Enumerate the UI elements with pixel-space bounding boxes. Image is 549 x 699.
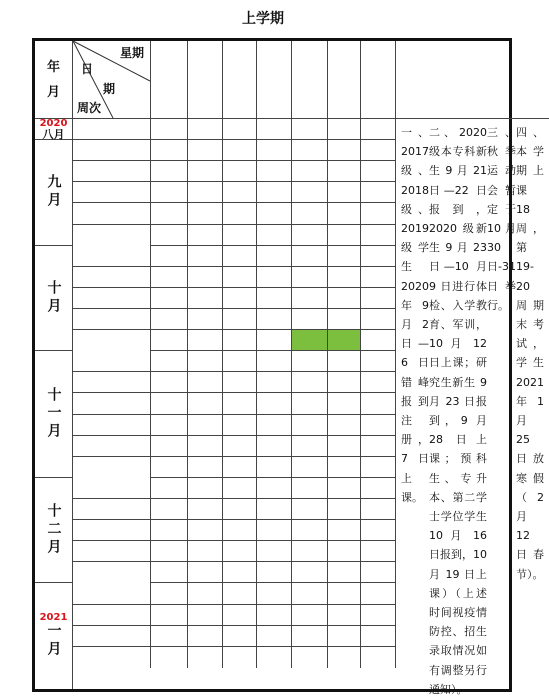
date-cell bbox=[188, 647, 223, 668]
date-cell bbox=[188, 520, 223, 541]
date-cell bbox=[257, 478, 292, 499]
header-year-month bbox=[35, 41, 73, 119]
date-cell bbox=[292, 246, 328, 267]
date-cell bbox=[292, 225, 328, 246]
week-number-cell bbox=[73, 203, 151, 224]
date-cell bbox=[361, 478, 396, 499]
date-cell bbox=[328, 161, 361, 182]
header-day-5 bbox=[292, 41, 328, 119]
date-cell bbox=[151, 309, 188, 330]
date-cell bbox=[361, 436, 396, 457]
date-cell bbox=[151, 246, 188, 267]
date-cell bbox=[292, 541, 328, 562]
date-cell bbox=[328, 415, 361, 436]
date-cell bbox=[223, 583, 257, 604]
week-number-cell bbox=[73, 393, 151, 414]
date-cell bbox=[151, 372, 188, 393]
date-cell bbox=[223, 309, 257, 330]
week-number-cell bbox=[73, 562, 151, 604]
note-item-3: 三、秋季运动会暂定于 10 月 30 日-31 日举行。 bbox=[487, 126, 517, 312]
date-cell bbox=[361, 372, 396, 393]
week-number-cell bbox=[73, 225, 151, 267]
date-cell bbox=[257, 203, 292, 224]
date-cell bbox=[223, 267, 257, 288]
date-cell bbox=[292, 119, 328, 140]
date-cell bbox=[188, 246, 223, 267]
date-cell bbox=[257, 393, 292, 414]
week-number-cell bbox=[73, 330, 151, 372]
date-cell bbox=[188, 225, 223, 246]
date-cell bbox=[151, 583, 188, 604]
date-cell bbox=[257, 119, 292, 140]
date-cell bbox=[361, 351, 396, 372]
date-cell bbox=[223, 520, 257, 541]
date-cell bbox=[257, 562, 292, 583]
week-number-cell bbox=[73, 436, 151, 457]
date-cell bbox=[292, 583, 328, 604]
date-cell bbox=[223, 415, 257, 436]
date-cell bbox=[223, 626, 257, 647]
date-cell bbox=[223, 246, 257, 267]
date-cell bbox=[257, 225, 292, 246]
header-year-month-text: 月 bbox=[46, 84, 60, 100]
date-cell bbox=[151, 499, 188, 520]
date-cell bbox=[361, 309, 396, 330]
month-aug-2020 bbox=[35, 119, 73, 140]
date-cell bbox=[328, 288, 361, 309]
date-cell bbox=[151, 330, 188, 351]
date-cell bbox=[151, 351, 188, 372]
date-cell bbox=[292, 415, 328, 436]
date-cell bbox=[223, 119, 257, 140]
header-day-6 bbox=[328, 41, 361, 119]
date-cell bbox=[328, 457, 361, 478]
header-day-7 bbox=[361, 41, 396, 119]
date-cell bbox=[292, 436, 328, 457]
date-cell bbox=[361, 161, 396, 182]
date-cell bbox=[223, 372, 257, 393]
month-sep bbox=[35, 140, 73, 246]
date-cell bbox=[188, 457, 223, 478]
date-cell bbox=[151, 647, 188, 668]
date-cell bbox=[223, 140, 257, 161]
date-cell bbox=[328, 372, 361, 393]
header-week-label: 星期 bbox=[119, 46, 144, 60]
week-number-cell bbox=[73, 372, 151, 393]
header-diagonal-cell bbox=[73, 41, 151, 119]
header-date-label-1: 日 bbox=[81, 62, 94, 76]
date-cell bbox=[257, 351, 292, 372]
date-cell bbox=[292, 499, 328, 520]
date-cell bbox=[292, 351, 328, 372]
date-cell bbox=[328, 583, 361, 604]
header-notes bbox=[396, 41, 549, 119]
date-cell bbox=[292, 457, 328, 478]
date-cell bbox=[257, 415, 292, 436]
date-cell bbox=[328, 119, 361, 140]
date-cell bbox=[361, 267, 396, 288]
date-cell bbox=[292, 520, 328, 541]
date-cell bbox=[361, 541, 396, 562]
date-cell bbox=[361, 583, 396, 604]
date-cell bbox=[223, 393, 257, 414]
date-cell bbox=[361, 647, 396, 668]
date-cell bbox=[223, 541, 257, 562]
date-cell bbox=[361, 415, 396, 436]
date-cell bbox=[292, 626, 328, 647]
year-2021: 2021 bbox=[39, 612, 68, 624]
date-cell bbox=[188, 351, 223, 372]
date-cell bbox=[223, 288, 257, 309]
date-cell bbox=[257, 626, 292, 647]
week-number-cell bbox=[73, 140, 151, 161]
date-cell bbox=[328, 478, 361, 499]
month-dec bbox=[35, 478, 73, 584]
week-number-cell bbox=[73, 626, 151, 647]
header-day-4 bbox=[257, 41, 292, 119]
date-cell bbox=[223, 647, 257, 668]
date-cell bbox=[328, 647, 361, 668]
month-nov-label: 十一月 bbox=[45, 387, 62, 442]
week-number-cell bbox=[73, 520, 151, 541]
date-cell bbox=[223, 225, 257, 246]
month-jan-2021 bbox=[35, 583, 73, 689]
date-cell bbox=[151, 203, 188, 224]
date-cell bbox=[188, 161, 223, 182]
date-cell bbox=[188, 583, 223, 604]
date-cell bbox=[328, 203, 361, 224]
date-cell bbox=[292, 309, 328, 330]
date-cell bbox=[292, 203, 328, 224]
date-cell bbox=[257, 541, 292, 562]
date-cell bbox=[292, 288, 328, 309]
week-number-cell bbox=[73, 119, 151, 140]
date-cell bbox=[188, 626, 223, 647]
header-day-2 bbox=[188, 41, 223, 119]
date-cell bbox=[328, 605, 361, 626]
week-number-cell bbox=[73, 457, 151, 499]
date-cell bbox=[257, 372, 292, 393]
week-number-cell bbox=[73, 267, 151, 288]
date-cell bbox=[257, 436, 292, 457]
header-day-3 bbox=[223, 41, 257, 119]
date-cell bbox=[257, 605, 292, 626]
date-cell bbox=[188, 499, 223, 520]
week-number-cell bbox=[73, 605, 151, 626]
date-cell bbox=[257, 288, 292, 309]
date-cell bbox=[151, 267, 188, 288]
date-cell bbox=[257, 457, 292, 478]
date-cell bbox=[361, 225, 396, 246]
date-cell bbox=[361, 626, 396, 647]
date-cell bbox=[223, 605, 257, 626]
date-cell bbox=[292, 372, 328, 393]
date-cell bbox=[188, 478, 223, 499]
date-cell bbox=[292, 478, 328, 499]
date-cell bbox=[292, 140, 328, 161]
date-cell bbox=[328, 246, 361, 267]
date-cell bbox=[361, 182, 396, 203]
date-cell bbox=[188, 309, 223, 330]
date-cell bbox=[292, 267, 328, 288]
date-cell bbox=[257, 499, 292, 520]
date-cell bbox=[257, 140, 292, 161]
date-cell bbox=[292, 647, 328, 668]
year-2020: 2020 bbox=[39, 117, 68, 129]
date-cell bbox=[188, 605, 223, 626]
date-cell bbox=[188, 393, 223, 414]
date-cell bbox=[257, 267, 292, 288]
date-cell bbox=[328, 309, 361, 330]
date-cell bbox=[328, 330, 361, 351]
date-cell bbox=[292, 562, 328, 583]
date-cell bbox=[223, 436, 257, 457]
month-oct bbox=[35, 246, 73, 352]
date-cell bbox=[257, 182, 292, 203]
date-cell bbox=[257, 330, 292, 351]
month-aug: 八月 bbox=[42, 127, 65, 141]
week-number-cell bbox=[73, 161, 151, 182]
date-cell bbox=[223, 203, 257, 224]
date-cell bbox=[188, 288, 223, 309]
header-date-label-2: 期 bbox=[103, 82, 116, 96]
week-number-cell bbox=[73, 541, 151, 562]
date-cell bbox=[188, 267, 223, 288]
date-cell bbox=[328, 626, 361, 647]
date-cell bbox=[151, 541, 188, 562]
date-cell bbox=[361, 140, 396, 161]
date-cell bbox=[361, 520, 396, 541]
date-cell bbox=[188, 119, 223, 140]
date-cell bbox=[328, 140, 361, 161]
date-cell bbox=[151, 457, 188, 478]
date-cell bbox=[361, 499, 396, 520]
note-item-1: 一、2017 级、2018 级、2019级学生 2020 年9 月 2日—6 日错峰报到注册，7 日上课。 bbox=[401, 126, 429, 504]
date-cell bbox=[188, 330, 223, 351]
date-cell bbox=[257, 520, 292, 541]
week-number-cell bbox=[73, 182, 151, 203]
date-cell bbox=[328, 225, 361, 246]
date-cell bbox=[151, 288, 188, 309]
date-cell bbox=[151, 605, 188, 626]
header-year-month-text: 年 bbox=[46, 59, 60, 75]
date-cell bbox=[151, 626, 188, 647]
date-cell bbox=[292, 330, 328, 351]
date-cell bbox=[223, 330, 257, 351]
date-cell bbox=[292, 161, 328, 182]
date-cell bbox=[223, 351, 257, 372]
date-cell bbox=[223, 161, 257, 182]
date-cell bbox=[151, 562, 188, 583]
date-cell bbox=[328, 267, 361, 288]
date-cell bbox=[328, 436, 361, 457]
date-cell bbox=[257, 309, 292, 330]
date-cell bbox=[328, 499, 361, 520]
date-cell bbox=[257, 161, 292, 182]
month-jan-label: 一月 bbox=[45, 623, 62, 660]
date-cell bbox=[151, 161, 188, 182]
date-cell bbox=[361, 605, 396, 626]
month-nov bbox=[35, 351, 73, 478]
month-dec-label: 十二月 bbox=[45, 503, 62, 558]
date-cell bbox=[361, 246, 396, 267]
week-number-cell bbox=[73, 288, 151, 309]
date-cell bbox=[328, 393, 361, 414]
date-cell bbox=[151, 415, 188, 436]
date-cell bbox=[292, 605, 328, 626]
date-cell bbox=[223, 478, 257, 499]
date-cell bbox=[151, 182, 188, 203]
calendar-table bbox=[32, 38, 545, 696]
date-cell bbox=[151, 393, 188, 414]
date-cell bbox=[223, 182, 257, 203]
date-cell bbox=[328, 541, 361, 562]
note-item-2: 二、2020 级本专科新生 9 月 21 日—22 日报到，2020 级新生 9 月 23 日—10 月 9 日进行体检、入学教育、军训，10 月 12 日上课；研究生新生 9 月 23 日报到，9 月 28 日上课；预科生、专升本、第二学士学位学生 10 月 16 日报到，10 月 19 日上课）（上述时间视疫情防控、招生录取情况如有调整另行通知）。 bbox=[429, 126, 488, 696]
date-cell bbox=[257, 246, 292, 267]
date-cell bbox=[151, 520, 188, 541]
header-weeknum-label: 周次 bbox=[77, 101, 102, 115]
date-cell bbox=[328, 351, 361, 372]
week-number-cell bbox=[73, 499, 151, 520]
notes-panel bbox=[396, 119, 549, 696]
date-cell bbox=[257, 583, 292, 604]
header-day-1 bbox=[151, 41, 188, 119]
date-cell bbox=[292, 393, 328, 414]
date-cell bbox=[188, 541, 223, 562]
date-cell bbox=[151, 119, 188, 140]
date-cell bbox=[361, 330, 396, 351]
date-cell bbox=[188, 140, 223, 161]
date-cell bbox=[151, 478, 188, 499]
week-number-cell bbox=[73, 415, 151, 436]
date-cell bbox=[188, 182, 223, 203]
date-cell bbox=[257, 647, 292, 668]
date-cell bbox=[151, 140, 188, 161]
date-cell bbox=[188, 203, 223, 224]
date-cell bbox=[361, 288, 396, 309]
date-cell bbox=[328, 520, 361, 541]
date-cell bbox=[328, 562, 361, 583]
date-cell bbox=[188, 415, 223, 436]
date-cell bbox=[292, 182, 328, 203]
date-cell bbox=[223, 562, 257, 583]
date-cell bbox=[223, 499, 257, 520]
calendar-grid bbox=[35, 41, 545, 696]
month-sep-label: 九月 bbox=[45, 174, 62, 211]
date-cell bbox=[223, 457, 257, 478]
date-cell bbox=[361, 457, 396, 478]
date-cell bbox=[361, 119, 396, 140]
date-cell bbox=[361, 393, 396, 414]
week-number-cell bbox=[73, 309, 151, 330]
month-oct-label: 十月 bbox=[45, 279, 62, 316]
date-cell bbox=[328, 182, 361, 203]
week-number-cell bbox=[73, 647, 151, 668]
date-cell bbox=[151, 225, 188, 246]
date-cell bbox=[361, 203, 396, 224]
note-item-4: 四、本学期上课 18 周，第 19-20 周期末考试，学生 2021 年 1 月 25 日放寒假（2 月 12 日春节）。 bbox=[516, 126, 545, 581]
date-cell bbox=[151, 436, 188, 457]
date-cell bbox=[361, 562, 396, 583]
date-cell bbox=[188, 436, 223, 457]
date-cell bbox=[188, 372, 223, 393]
date-cell bbox=[188, 562, 223, 583]
page-title: 上学期 bbox=[242, 11, 284, 27]
